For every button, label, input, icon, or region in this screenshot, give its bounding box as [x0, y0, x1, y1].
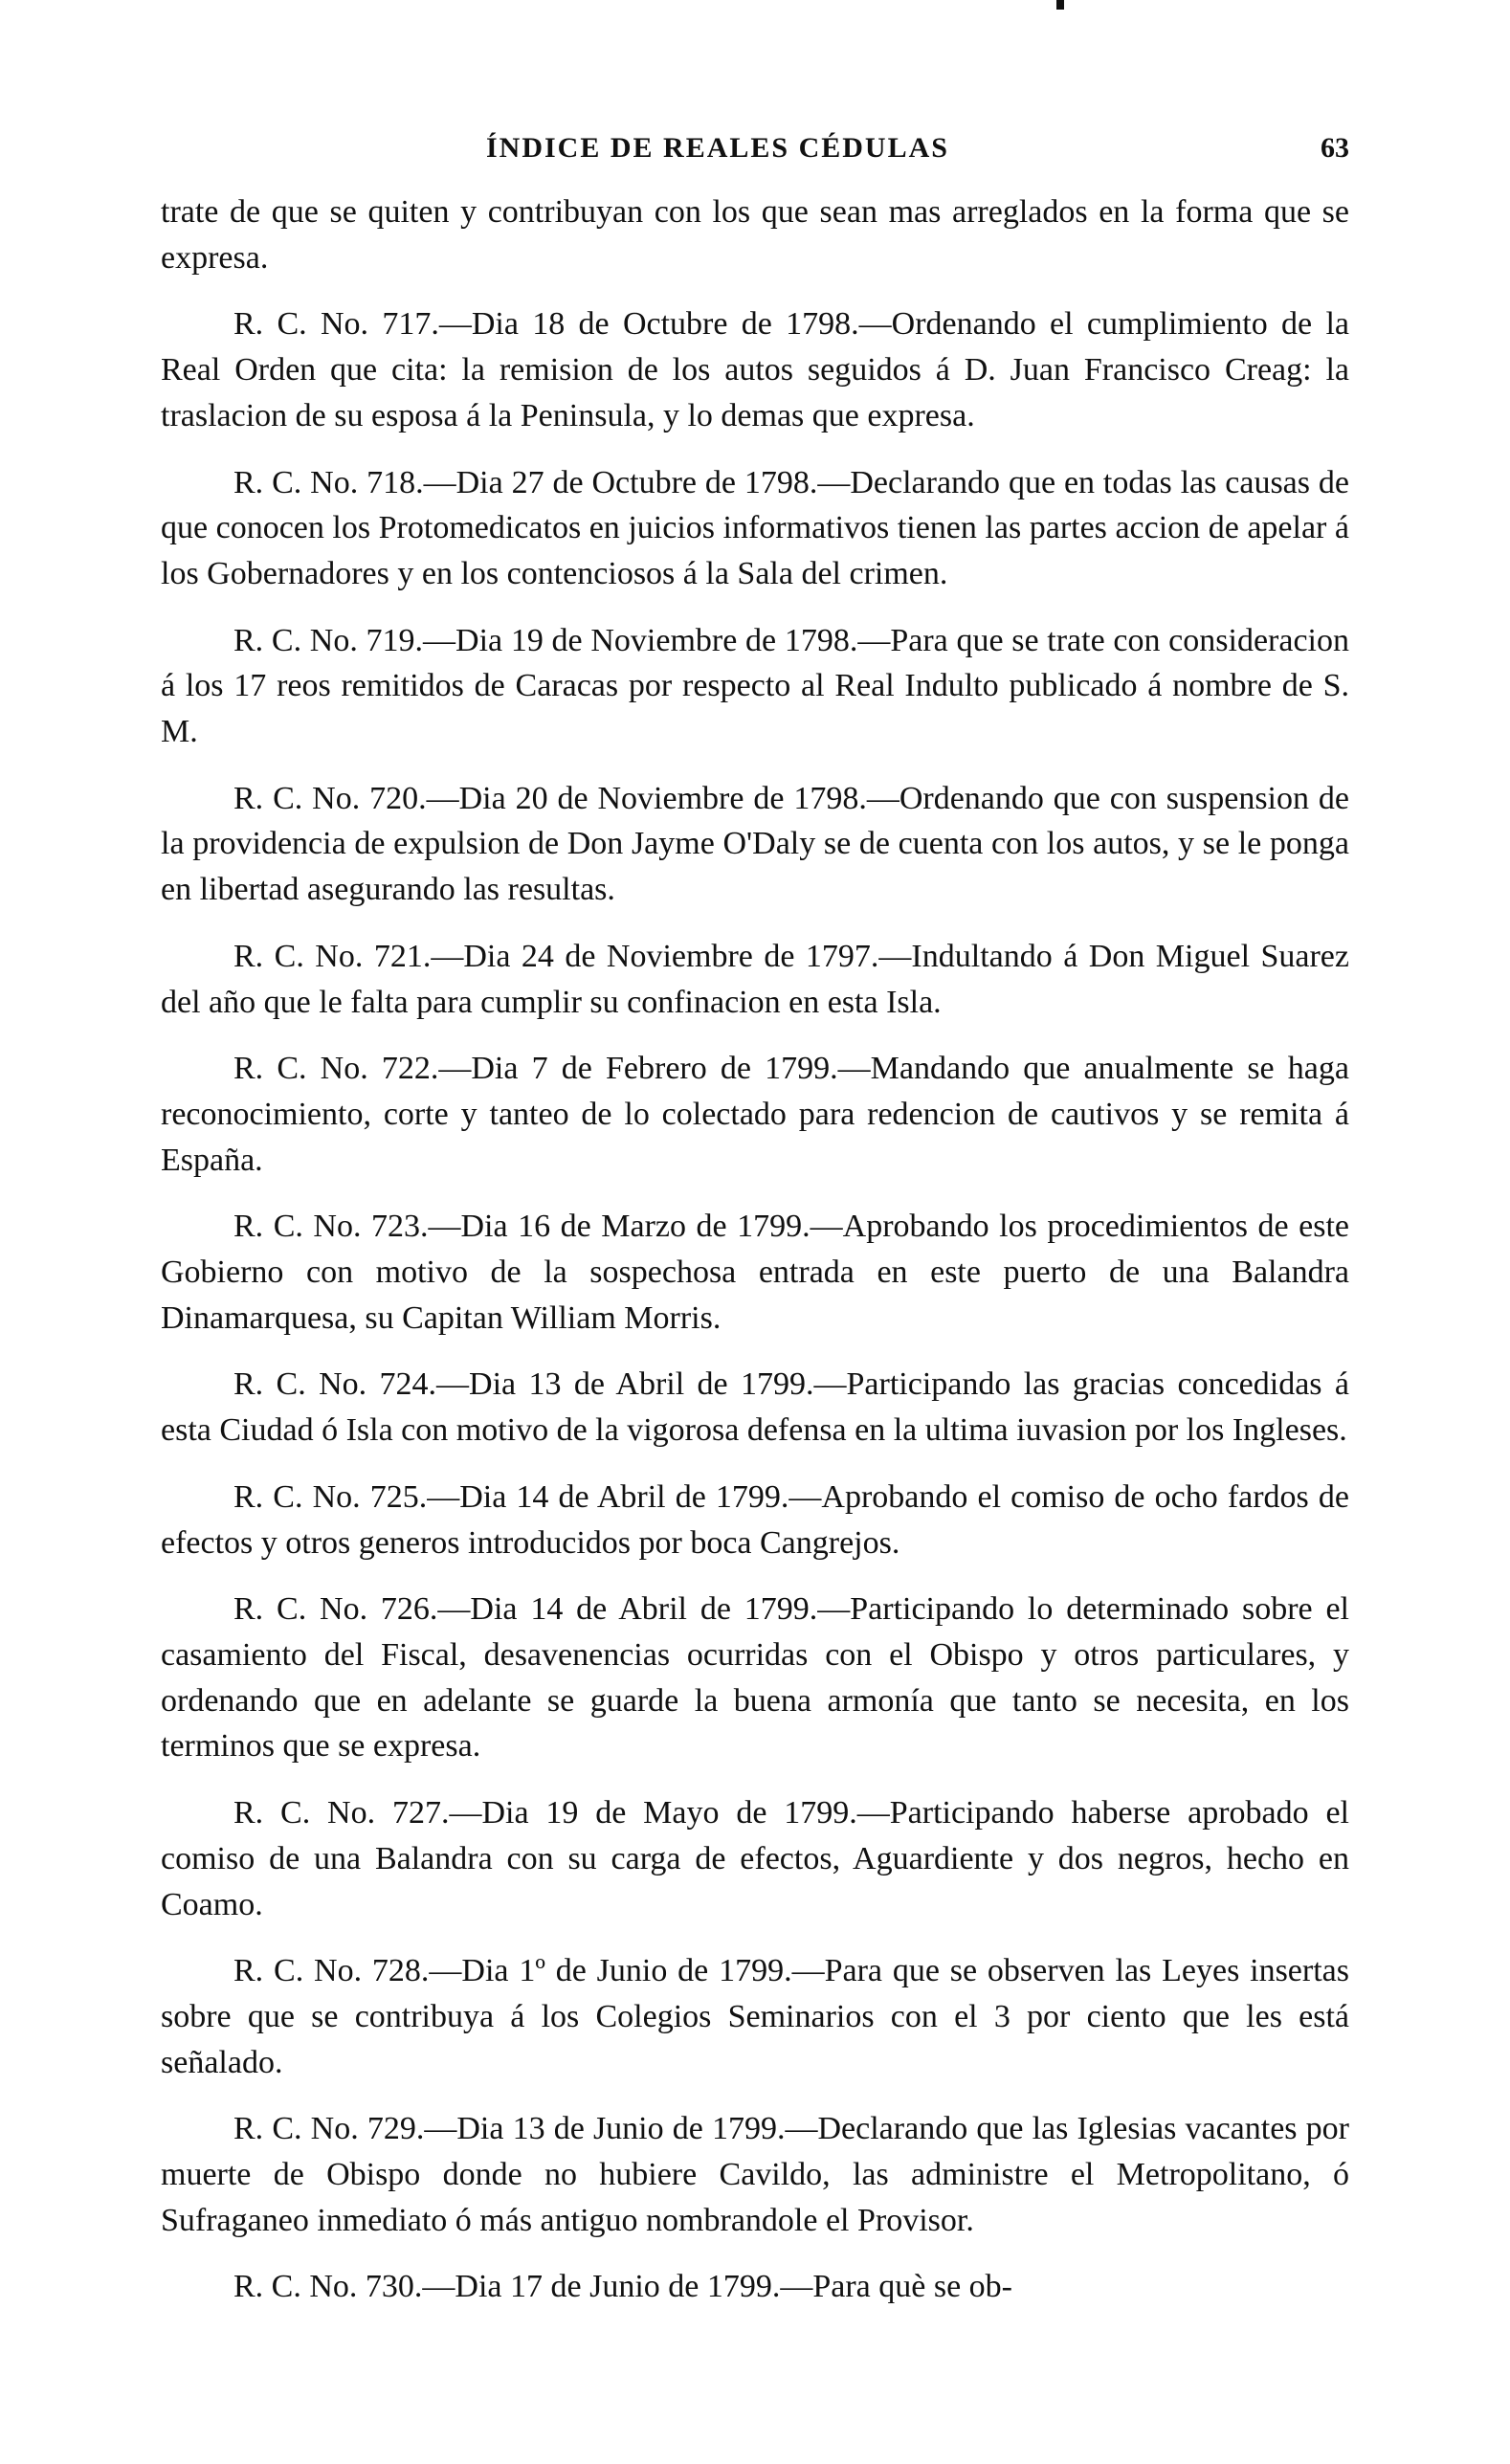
entry-724: R. C. No. 724.—Dia 13 de Abril de 1799.—Participando las gracias concedidas á esta Ciudad ó Isla con motivo de la vigorosa defensa en la ultima iuvasion por los Ingleses.: [161, 1366, 1349, 1449]
page-number: 63: [1321, 132, 1349, 164]
page-header: [161, 122, 1349, 176]
entry-720: R. C. No. 720.—Dia 20 de Noviembre de 1798.—Ordenando que con suspension de la providencia de expulsion de Don Jayme O'Daly se de cuenta con los autos, y se le ponga en libertad asegurando las resultas.: [161, 780, 1349, 908]
entry-726: R. C. No. 726.—Dia 14 de Abril de 1799.—Participando lo determinado sobre el casamiento del Fiscal, desavenencias ocurridas con el Obispo y otros particulares, y ordenando que en adelante se guarde la buena armonía que tanto se necesita, en los terminos que se expresa.: [161, 1591, 1349, 1765]
entry-723: R. C. No. 723.—Dia 16 de Marzo de 1799.—Aprobando los procedimientos de este Gobierno con motivo de la sospechosa entrada en este puerto de una Balandra Dinamarquesa, su Capitan William Morris.: [161, 1209, 1349, 1336]
document-body: [161, 189, 1349, 2310]
entry-719: R. C. No. 719.—Dia 19 de Noviembre de 1798.—Para que se trate con consideracion á los 17 reos remitidos de Caracas por respecto al Real Indulto publicado á nombre de S. M.: [161, 622, 1349, 750]
paragraph-continuation: trate de que se quiten y contribuyan con los que sean mas arreglados en la forma que se expresa.: [161, 194, 1349, 276]
entry-728: R. C. No. 728.—Dia 1º de Junio de 1799.—Para que se observen las Leyes insertas sobre que se contribuya á los Colegios Seminarios con el 3 por ciento que les está señalado.: [161, 1953, 1349, 2080]
entry-722: R. C. No. 722.—Dia 7 de Febrero de 1799.—Mandando que anualmente se haga reconocimiento, corte y tanteo de lo colectado para redencion de cautivos y se remita á España.: [161, 1051, 1349, 1178]
entry-721: R. C. No. 721.—Dia 24 de Noviembre de 1797.—Indultando á Don Miguel Suarez del año que le falta para cumplir su confinacion en esta Isla.: [161, 938, 1349, 1020]
document-page: [161, 122, 1349, 2310]
entry-718: R. C. No. 718.—Dia 27 de Octubre de 1798.—Declarando que en todas las causas de que conocen los Protomedicatos en juicios informativos tienen las partes accion de apelar á los Gobernadores y en los contenciosos á la Sala del crimen.: [161, 464, 1349, 591]
entry-730: R. C. No. 730.—Dia 17 de Junio de 1799.—Para què se ob-: [233, 2269, 1013, 2305]
entry-729: R. C. No. 729.—Dia 13 de Junio de 1799.—Declarando que las Iglesias vacantes por muerte de Obispo donde no hubiere Cavildo, las administre el Metropolitano, ó Sufraganeo inmediato ó más antiguo nombrandole el Provisor.: [161, 2111, 1349, 2238]
running-title: ÍNDICE DE REALES CÉDULAS: [486, 132, 949, 164]
entry-725: R. C. No. 725.—Dia 14 de Abril de 1799.—Aprobando el comiso de ocho fardos de efectos y otros generos introducidos por boca Cangrejos.: [161, 1478, 1349, 1561]
scan-mark: [1056, 0, 1064, 10]
entry-717: R. C. No. 717.—Dia 18 de Octubre de 1798.—Ordenando el cumplimiento de la Real Orden que cita: la remision de los autos seguidos á D. Juan Francisco Creag: la traslacion de su esposa á la Peninsula, y lo demas que expresa.: [161, 306, 1349, 433]
entry-727: R. C. No. 727.—Dia 19 de Mayo de 1799.—Participando haberse aprobado el comiso de una Balandra con su carga de efectos, Aguardiente y dos negros, hecho en Coamo.: [161, 1795, 1349, 1922]
